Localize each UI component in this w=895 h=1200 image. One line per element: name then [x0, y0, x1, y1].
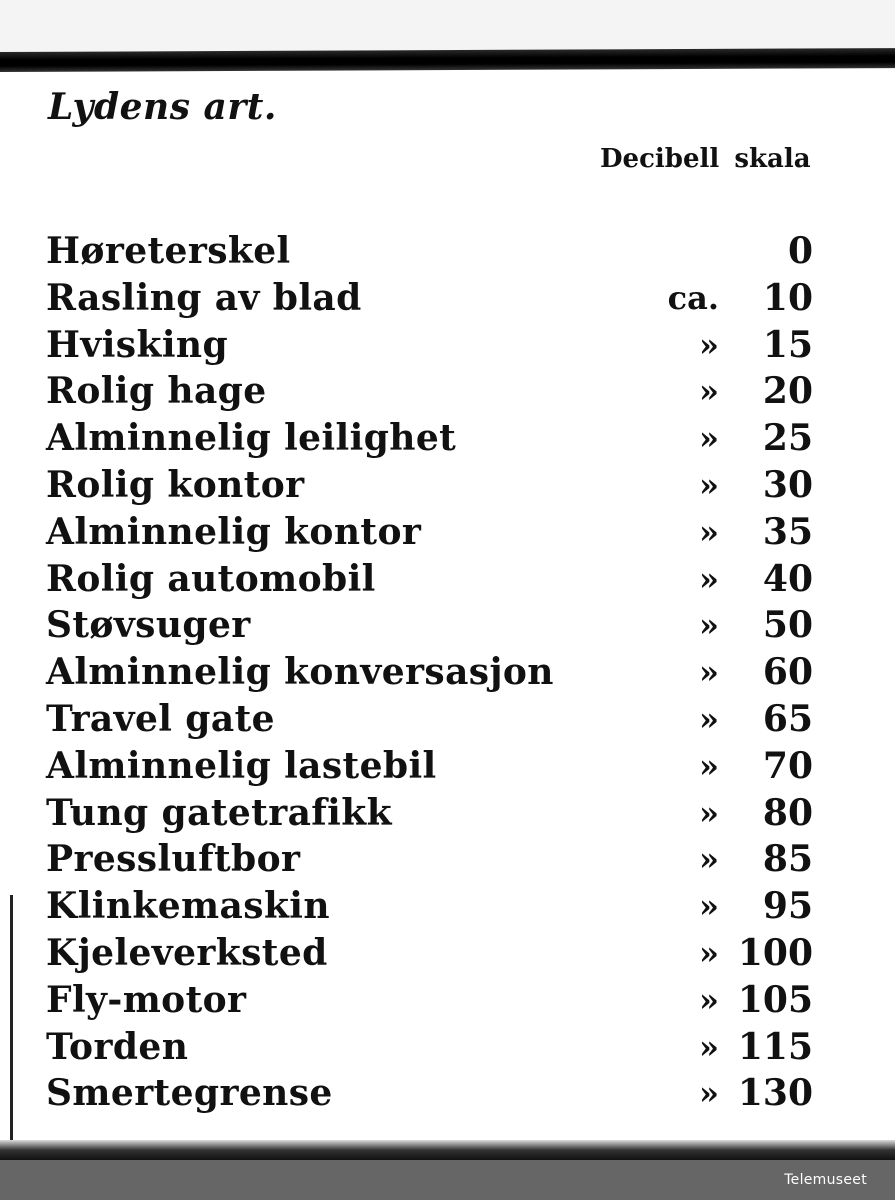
- decibel-value: 50: [762, 604, 813, 647]
- sound-name: Høreterskel: [46, 230, 291, 272]
- table-row: [0, 977, 895, 1024]
- table-row: [0, 368, 895, 415]
- sound-name: Fly-motor: [46, 978, 247, 1021]
- sound-name: Rolig automobil: [46, 557, 376, 600]
- decibel-value: 70: [762, 744, 813, 787]
- qualifier: »: [699, 325, 719, 364]
- table-row: [0, 649, 895, 696]
- sound-name: Travel gate: [46, 697, 275, 740]
- table-row: [0, 883, 895, 930]
- table-row: [0, 462, 895, 509]
- qualifier: »: [699, 465, 719, 504]
- table-row: [0, 790, 895, 837]
- decibel-value: 80: [762, 791, 813, 834]
- table-row: [0, 1070, 895, 1117]
- column-header-decibel-scale: Decibell skala: [600, 144, 811, 174]
- decibel-value: 30: [762, 463, 813, 506]
- footer-bar: [0, 1160, 895, 1200]
- table-row: [0, 696, 895, 743]
- sound-name: Rasling av blad: [46, 276, 362, 319]
- sound-name: Kjeleverksted: [46, 931, 328, 974]
- decibel-value: 105: [737, 978, 813, 1021]
- qualifier: »: [699, 559, 719, 598]
- decibel-value: 25: [762, 417, 813, 460]
- qualifier: »: [699, 746, 719, 785]
- table-row: [0, 415, 895, 462]
- sound-name: Rolig hage: [46, 370, 267, 413]
- sound-name: Tung gatetrafikk: [46, 791, 392, 834]
- table-row: [0, 322, 895, 369]
- decibel-value: 15: [762, 323, 813, 366]
- decibel-value: 100: [737, 931, 813, 974]
- qualifier: ca.: [667, 278, 719, 317]
- qualifier: »: [699, 512, 719, 551]
- qualifier: »: [699, 933, 719, 972]
- table-row: [0, 556, 895, 603]
- qualifier: »: [699, 1074, 719, 1113]
- decibel-value: 130: [737, 1072, 813, 1115]
- decibel-value: 0: [787, 230, 813, 272]
- sound-name: Alminnelig konversasjon: [46, 651, 554, 694]
- qualifier: »: [699, 653, 719, 692]
- qualifier: »: [699, 793, 719, 832]
- decibel-value: 65: [762, 697, 813, 740]
- sound-name: Alminnelig leilighet: [46, 417, 457, 460]
- qualifier: »: [699, 372, 719, 411]
- decibel-value: 35: [762, 510, 813, 553]
- sound-name: Alminnelig kontor: [46, 510, 422, 553]
- decibel-value: 60: [762, 651, 813, 694]
- sound-name: Støvsuger: [46, 604, 251, 647]
- heading-lydens-art: Lydens art.: [48, 86, 277, 128]
- decibel-value: 95: [762, 885, 813, 928]
- decibel-value: 115: [737, 1025, 813, 1068]
- table-row: [0, 743, 895, 790]
- table-row: [0, 509, 895, 556]
- decibel-value: 20: [762, 370, 813, 413]
- table-row: [0, 1024, 895, 1071]
- bottom-rule: [0, 1140, 895, 1160]
- sound-name: Rolig kontor: [46, 463, 305, 506]
- sound-name: Alminnelig lastebil: [46, 744, 437, 787]
- table-row: [0, 930, 895, 977]
- table-row: [0, 602, 895, 649]
- sound-name: Klinkemaskin: [46, 885, 330, 928]
- decibel-value: 10: [762, 276, 813, 319]
- qualifier: »: [699, 1027, 719, 1066]
- qualifier: »: [699, 840, 719, 879]
- top-rule: [0, 48, 895, 72]
- table-row: [0, 836, 895, 883]
- table-row: [0, 228, 895, 275]
- decibel-value: 40: [762, 557, 813, 600]
- sound-name: Smertegrense: [46, 1072, 333, 1115]
- qualifier: »: [699, 606, 719, 645]
- qualifier: »: [699, 699, 719, 738]
- top-margin: [0, 0, 895, 56]
- decibel-value: 85: [762, 838, 813, 881]
- qualifier: »: [699, 887, 719, 926]
- watermark-telemuseet: Telemuseet: [784, 1172, 867, 1188]
- qualifier: »: [699, 980, 719, 1019]
- sound-name: Pressluftbor: [46, 838, 301, 881]
- sound-table: [0, 228, 895, 1117]
- qualifier: »: [699, 419, 719, 458]
- table-row: [0, 275, 895, 322]
- sound-name: Hvisking: [46, 323, 229, 366]
- sound-name: Torden: [46, 1025, 189, 1068]
